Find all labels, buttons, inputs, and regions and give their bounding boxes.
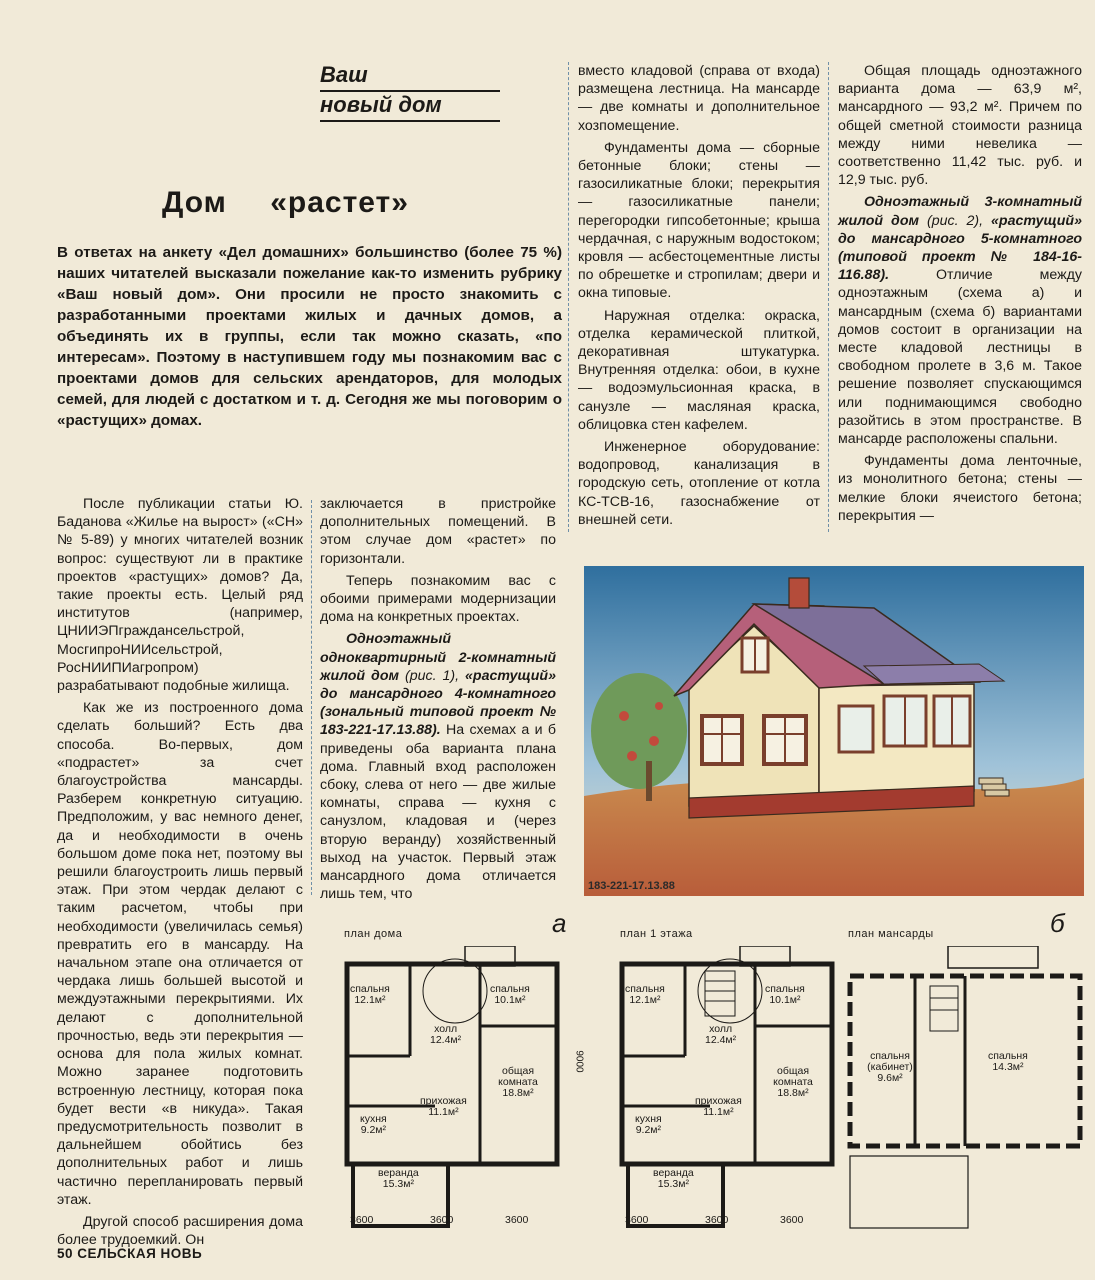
room-name: веранда xyxy=(378,1167,419,1179)
paragraph: Другой способ расширения дома более трудоемкий. Он xyxy=(57,1213,303,1249)
room-area: 15.3м² xyxy=(657,1178,689,1190)
project-desc: Отличие между одноэтажным (схема а) и мансардным (схема б) вариантами домов состоит в организации на месте кладовой лестницы в свободном пролете в 3,6 м. Такое решение позволяет спускающимся или поднимающимся свободно разойтись в этом пространстве. В мансарде расположены спальни. xyxy=(838,267,1082,448)
room-area: 14.3м² xyxy=(992,1061,1024,1073)
column-4 xyxy=(838,62,1082,525)
room-name: веранда xyxy=(653,1167,694,1179)
room-name: спальня xyxy=(350,983,390,995)
paragraph-project-1 xyxy=(320,630,556,903)
room-area: 12.1м² xyxy=(354,994,386,1006)
column-3 xyxy=(578,62,820,529)
page-footer: 50 СЕЛЬСКАЯ НОВЬ xyxy=(57,1246,203,1261)
paragraph: Наружная отделка: окраска, отделка керамической плиткой, декоративная штукатурка. Внутренняя отделка: обои, в кухне — водоэмульсионная краска, в санузле — масляная краска, облицовка стен кафелем. xyxy=(578,307,820,433)
room-hall xyxy=(705,1024,736,1046)
plan-title: план 1 этажа xyxy=(620,928,693,940)
dimension: 3600 xyxy=(705,1214,729,1226)
project-title-cont: «растущий» до мансардного 4-комнатного (зональный типовой проект № 183-221-17.13.88). xyxy=(320,667,556,739)
room-area: 11.1м² xyxy=(703,1106,734,1118)
room-area: 9.6м² xyxy=(877,1072,903,1084)
paragraph: Фундаменты дома ленточные, из монолитного бетона; стены — мелкие блоки ячеистого бетона; перекрытия — xyxy=(838,453,1082,524)
room-living xyxy=(488,1066,548,1099)
room-bedroom-1 xyxy=(350,984,390,1006)
page-title: Дом «растет» xyxy=(162,186,409,219)
room-name: кухня xyxy=(635,1113,662,1125)
column-2 xyxy=(320,495,556,903)
room-area: 10.1м² xyxy=(494,994,526,1006)
room-living xyxy=(763,1066,823,1099)
room-bedroom-2 xyxy=(765,984,805,1006)
room-kitchen xyxy=(360,1114,387,1136)
room-entry xyxy=(695,1096,742,1118)
room-bedroom-office xyxy=(860,1051,920,1084)
project-title-cont: «растущий» до мансардного 5-комнатного (типовой проект № 184-16-116.88). xyxy=(838,212,1082,284)
lead-paragraph: В ответах на анкету «Дел домашних» большинство (более 75 %) наших читателей высказали пожелание как-то изменить рубрику «Ваш новый дом». Они просили не просто знакомить с разработанными проектами жилых и дачных домов, а объединять их в группы, если так можно сказать, «по интересам». Поэтому в наступившем году мы познакомим вас с проектами домов для сельских арендаторов, для молодых семей, для людей с достатком и т. д. Сегодня же мы поговорим о «растущих» домах. xyxy=(57,244,562,429)
figure-caption: 183-221-17.13.88 xyxy=(588,880,675,892)
plan-letter-b: б xyxy=(1050,908,1065,938)
room-name: спальня xyxy=(988,1050,1028,1062)
room-entry xyxy=(420,1096,467,1118)
room-area: 12.1м² xyxy=(629,994,661,1006)
dimension: 3600 xyxy=(780,1214,804,1226)
room-bedroom-2 xyxy=(490,984,530,1006)
paragraph: Общая площадь одноэтажного варианта дома — 63,9 м², мансардного — 93,2 м². Причем по общей сметной стоимости разница между ними невелика — соответственно 11,42 тыс. руб. и 12,9 тыс. руб. xyxy=(838,63,1082,189)
room-area: 18.8м² xyxy=(502,1087,534,1099)
project-desc: На схемах а и б приведены оба варианта плана дома. Главный вход расположен сбоку, слева от него — две жилые комнаты, справа — кухня с санузлом, кладовая и (через вторую веранду) хозяйственный выход на участок. Первый этаж мансардного дома отличается лишь тем, что xyxy=(320,722,556,903)
room-bedroom-2 xyxy=(988,1051,1028,1073)
room-name: спальня xyxy=(625,983,665,995)
figure-ref: (рис. 1), xyxy=(399,667,466,684)
room-area: 12.4м² xyxy=(705,1034,737,1046)
paragraph: Теперь познакомим вас с обоими примерами модернизации дома на конкретных проектах. xyxy=(320,572,556,626)
floor-plans xyxy=(320,906,1085,1231)
room-bedroom-1 xyxy=(625,984,665,1006)
room-area: 18.8м² xyxy=(777,1087,809,1099)
plan-letter-a: а xyxy=(552,908,567,938)
dimension: 3600 xyxy=(350,1214,374,1226)
room-name: общая комната xyxy=(773,1065,813,1088)
dimension: 3600 xyxy=(625,1214,649,1226)
room-name: спальня xyxy=(765,983,805,995)
room-name: кухня xyxy=(360,1113,387,1125)
room-name: общая комната xyxy=(498,1065,538,1088)
room-name: прихожая xyxy=(420,1095,467,1107)
house-illustration xyxy=(584,566,1084,896)
room-area: 9.2м² xyxy=(360,1124,386,1136)
project-title: Одноэтажный 3-комнатный жилой дом xyxy=(838,194,1082,229)
rubric-title-line1: Ваш xyxy=(320,62,500,92)
rubric-title-line2: новый дом xyxy=(320,92,500,122)
dimension: 3600 xyxy=(430,1214,454,1226)
column-rule xyxy=(311,500,312,895)
project-title: Одноэтажный одноквартирный 2-комнатный жилой дом xyxy=(320,631,556,684)
paragraph: Инженерное оборудование: водопровод, канализация в городскую сеть, отопление от котла КС-ТСВ-16, газоснабжение от внешней сети. xyxy=(578,439,820,528)
room-area: 10.1м² xyxy=(769,994,801,1006)
plan-title: план мансарды xyxy=(848,928,934,940)
plan-title: план дома xyxy=(344,928,403,940)
plan-3-drawing xyxy=(840,946,1085,1231)
room-hall xyxy=(430,1024,461,1046)
room-area: 11.1м² xyxy=(428,1106,459,1118)
room-area: 9.2м² xyxy=(635,1124,661,1136)
room-name: спальня xyxy=(490,983,530,995)
room-veranda xyxy=(378,1168,419,1190)
paragraph: Как же из построенного дома сделать больший? Есть два способа. Во-первых, дом «подрастет» за счет благоустройства мансарды. Разберем конкретную ситуацию. Предположим, у вас немного денег, да и необходимости в очень большом доме пока нет, поэтому вы решили благоустроить лишь первый этаж. При этом чердак делают с таким расчетом, чтобы при необходимости (увеличилась семья) превратить его в мансарду. На начальном этапе она отличается от чердака лишь большей высотой и междуэтажными перекрытиями. Их делают с дополнительной прочностью, ведь эти перекрытия — основа для пола жилых комнат. Можно заранее подготовить встроенную лестницу, которая пока будет вести «в никуда». Такая предусмотрительность позволит в дальнейшем обойтись без дополнительных работ и лишь частично перепланировать первый этаж. xyxy=(57,700,303,1208)
paragraph: После публикации статьи Ю. Баданова «Жилье на вырост» («СН» № 5-89) у многих читателей возник вопрос: существуют ли в практике проектов «растущих» домов? Да, такие проекты есть. Целый ряд институтов (например, ЦНИИЭПграждансельстрой, МосгипроНИИсельстрой, РосНИИПИагропром) разрабатывают подобные жилища. xyxy=(57,496,303,695)
room-area: 15.3м² xyxy=(382,1178,414,1190)
column-1 xyxy=(57,495,303,1249)
room-area: 12.4м² xyxy=(430,1034,462,1046)
paragraph: заключается в пристройке дополнительных помещений. В этом случае дом «растет» по горизонтали. xyxy=(320,496,556,567)
house-drawing xyxy=(584,566,1084,896)
paragraph-project-2 xyxy=(838,193,1082,448)
paragraph: вместо кладовой (справа от входа) размещена лестница. На мансарде — две комнаты и дополнительное хозпомещение. xyxy=(578,63,820,134)
column-rule xyxy=(568,62,569,532)
room-name: спальня (кабинет) xyxy=(867,1050,913,1073)
dimension-height: 9000 xyxy=(573,1050,585,1073)
dimension: 3600 xyxy=(505,1214,529,1226)
room-name: холл xyxy=(434,1023,458,1035)
column-rule xyxy=(828,62,829,532)
room-name: прихожая xyxy=(695,1095,742,1107)
figure-ref: (рис. 2), xyxy=(919,212,992,229)
room-veranda xyxy=(653,1168,694,1190)
paragraph: Фундаменты дома — сборные бетонные блоки; стены — газосиликатные блоки; перекрытия — газосиликатные панели; перегородки гипсобетонные; крыша чердачная, с наружным водостоком; кровля — асбестоцементные листы по обрешетке и стропилам; двери и окна типовые. xyxy=(578,139,820,302)
room-kitchen xyxy=(635,1114,662,1136)
room-name: холл xyxy=(709,1023,733,1035)
